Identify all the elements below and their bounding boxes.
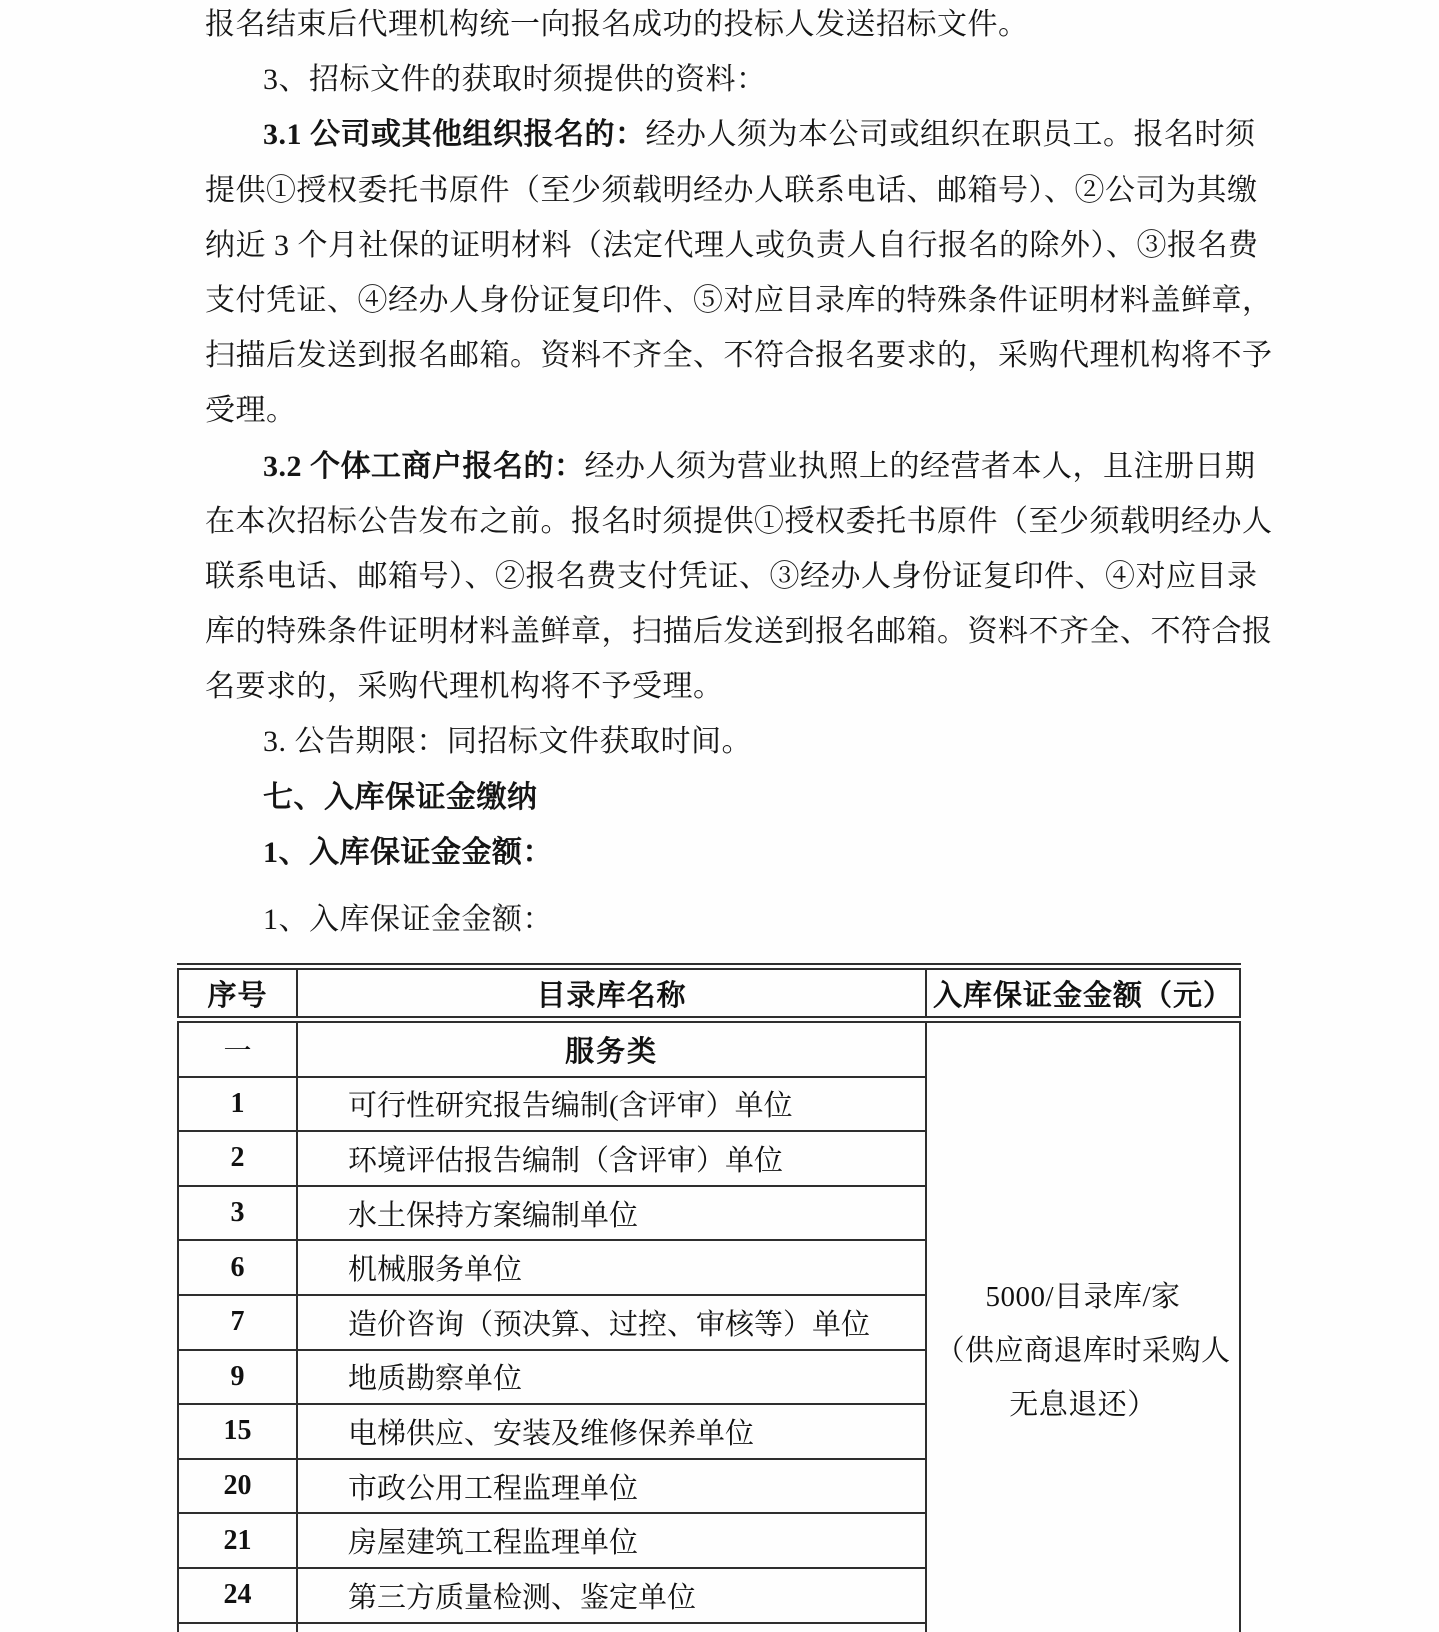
paragraph-line (205, 604, 1295, 659)
row-index: 7 (178, 1295, 297, 1350)
paragraph-line (205, 273, 1295, 328)
deposit-amount-line: 无息退还） (1009, 1388, 1157, 1421)
line-text-segment: 3. 公告期限：同招标文件获取时间。 (263, 725, 752, 759)
category-index: 一 (178, 1020, 297, 1077)
row-name: 水土保持方案编制单位 (297, 1186, 926, 1241)
paragraph-line (205, 439, 1295, 494)
line-bold-segment: 七、入库保证金缴纳 (263, 780, 538, 814)
line-text-segment: 1、入库保证金金额： (263, 903, 553, 936)
row-name: 造价咨询（预决算、过控、审核等）单位 (297, 1295, 926, 1350)
paragraph-line (205, 825, 1295, 880)
line-bold-segment: 3.2 个体工商户报名的： (263, 449, 585, 483)
line-bold-segment: 3.1 公司或其他组织报名的： (263, 118, 646, 152)
row-index: 15 (178, 1404, 297, 1459)
paragraph-line (205, 549, 1295, 604)
paragraph-line (205, 218, 1295, 273)
col-header-name: 目录库名称 (297, 967, 926, 1020)
col-header-index: 序号 (178, 967, 297, 1020)
row-name: 机械服务单位 (297, 1240, 926, 1295)
line-text-segment: 提供①授权委托书原件（至少须载明经办人联系电话、邮箱号）、②公司为其缴 (205, 173, 1258, 207)
row-name (297, 1623, 926, 1632)
deposit-amount-line: 5000/目录库/家 (985, 1280, 1181, 1313)
line-text-segment: 支付凭证、④经办人身份证复印件、⑤对应目录库的特殊条件证明材料盖鲜章， (205, 283, 1273, 317)
paragraph-line (205, 770, 1295, 825)
line-bold-segment: 1、入库保证金金额： (263, 835, 553, 869)
line-text-segment: 纳近 3 个月社保的证明材料（法定代理人或负责人自行报名的除外）、③报名费 (205, 228, 1259, 262)
paragraph-line (205, 494, 1295, 549)
paragraph-line (205, 52, 1295, 107)
row-index: 3 (178, 1186, 297, 1241)
row-index: 9 (178, 1350, 297, 1405)
row-name: 可行性研究报告编制(含评审）单位 (297, 1077, 926, 1132)
paragraph-line (205, 328, 1295, 383)
line-text-segment: 在本次招标公告发布之前。报名时须提供①授权委托书原件（至少须载明经办人 (205, 504, 1273, 538)
document-body (205, 0, 1295, 947)
line-text-segment: 报名结束后代理机构统一向报名成功的投标人发送招标文件。 (205, 8, 1029, 41)
row-index: 21 (178, 1513, 297, 1568)
table-header-row (178, 967, 1240, 1020)
line-text-segment: 经办人须为营业执照上的经营者本人，且注册日期 (584, 449, 1256, 483)
deposit-amount-cell (926, 1020, 1240, 1632)
paragraph-line (205, 163, 1295, 218)
paragraph-line (205, 383, 1295, 438)
row-name: 电梯供应、安装及维修保养单位 (297, 1404, 926, 1459)
row-index: 6 (178, 1240, 297, 1295)
paragraph-line (205, 659, 1295, 714)
category-name: 服务类 (297, 1020, 926, 1077)
row-index: 1 (178, 1077, 297, 1132)
category-row (178, 1020, 1240, 1077)
line-text-segment: 库的特殊条件证明材料盖鲜章，扫描后发送到报名邮箱。资料不齐全、不符合报 (205, 615, 1273, 649)
row-name: 房屋建筑工程监理单位 (297, 1513, 926, 1568)
row-name: 地质勘察单位 (297, 1350, 926, 1405)
line-text-segment: 联系电话、邮箱号）、②报名费支付凭证、③经办人身份证复印件、④对应目录 (205, 559, 1258, 593)
paragraph-line (205, 107, 1295, 162)
row-name: 环境评估报告编制（含评审）单位 (297, 1131, 926, 1186)
row-index: 20 (178, 1459, 297, 1514)
line-text-segment: 名要求的，采购代理机构将不予受理。 (205, 670, 724, 704)
row-name: 市政公用工程监理单位 (297, 1459, 926, 1514)
row-index: 2 (178, 1131, 297, 1186)
line-text-segment: 扫描后发送到报名邮箱。资料不齐全、不符合报名要求的，采购代理机构将不予 (205, 339, 1273, 373)
row-index (178, 1623, 297, 1632)
line-text-segment: 经办人须为本公司或组织在职员工。报名时须 (645, 118, 1256, 152)
row-name: 第三方质量检测、鉴定单位 (297, 1568, 926, 1623)
col-header-amount: 入库保证金金额（元） (926, 967, 1240, 1020)
paragraph-line (205, 0, 1295, 52)
paragraph-line (205, 714, 1295, 769)
line-text-segment: 受理。 (205, 394, 297, 428)
deposit-amount-line: （供应商退库时采购人 (935, 1334, 1231, 1367)
line-text-segment: 3、招标文件的获取时须提供的资料： (263, 63, 767, 97)
paragraph-line (205, 892, 1295, 947)
deposit-table (177, 963, 1241, 1632)
row-index: 24 (178, 1568, 297, 1623)
